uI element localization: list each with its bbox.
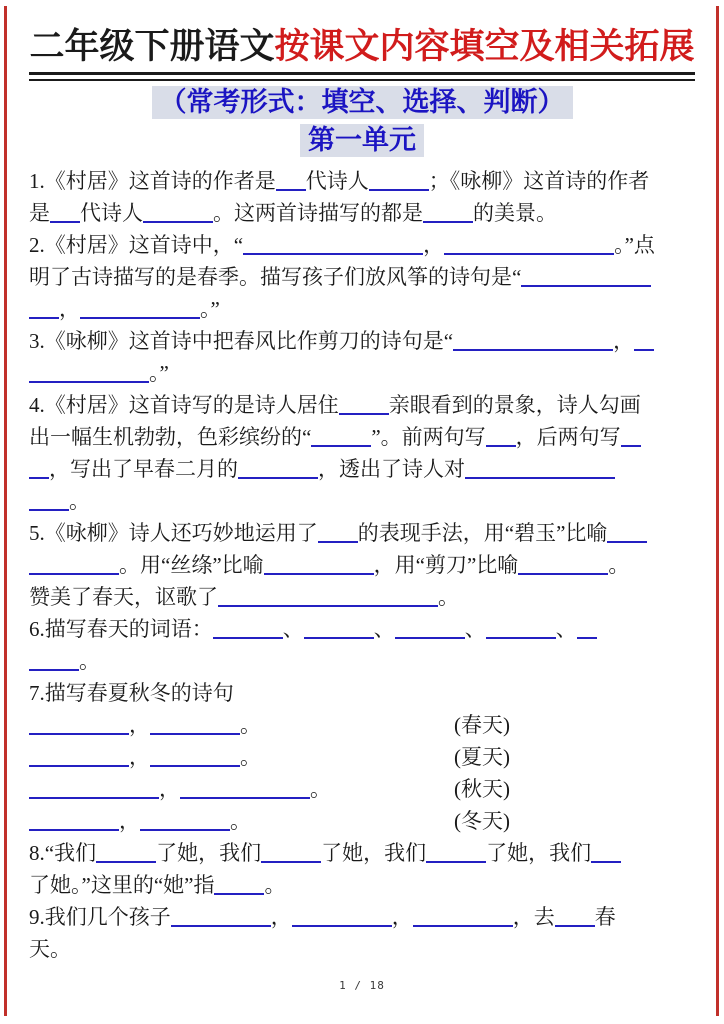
fill-blank: [555, 920, 595, 927]
fill-blank: [213, 632, 283, 639]
question-line: [29, 869, 695, 901]
question-text: 1.《村居》这首诗的作者是: [29, 169, 276, 194]
fill-blank: [518, 568, 608, 575]
question-text: 6.描写春天的词语：: [29, 617, 213, 642]
question-text: 出一幅生机勃勃，色彩缤纷的“: [29, 425, 312, 450]
fill-blank: [453, 344, 613, 351]
question-text: ，: [613, 329, 635, 354]
fill-blank: [80, 312, 200, 319]
question-line: [29, 741, 695, 773]
question-text: 。: [240, 713, 261, 738]
fill-blank: [292, 920, 392, 927]
question-text: ，: [129, 745, 150, 770]
question-line: [29, 325, 695, 357]
question-text: 2.《村居》这首诗中，“: [29, 233, 244, 258]
question-text: ，用“剪刀”比喻: [373, 553, 519, 578]
fill-blank: [311, 440, 371, 447]
question-text: ，: [423, 233, 445, 258]
fill-blank: [29, 312, 59, 319]
fill-blank: [50, 216, 80, 223]
fill-blank: [29, 504, 69, 511]
question-text: 了她，我们: [486, 841, 592, 866]
fill-blank: [486, 632, 556, 639]
question-text: 、: [282, 617, 304, 642]
fill-blank: [218, 600, 438, 607]
fill-blank: [96, 856, 156, 863]
fill-blank: [465, 472, 615, 479]
question-text: 。”: [200, 297, 220, 322]
question-text: 3.《咏柳》这首诗中把春风比作剪刀的诗句是“: [29, 329, 454, 354]
fill-blank: [29, 760, 129, 767]
question-text: 。: [264, 873, 286, 898]
fill-blank: [591, 856, 621, 863]
question-line: [29, 389, 695, 421]
season-label: (秋天): [454, 777, 510, 802]
question-text: 。”点: [614, 233, 655, 258]
fill-blank: [29, 472, 49, 479]
question-text: 。: [230, 809, 251, 834]
fill-blank: [261, 856, 321, 863]
fill-blank: [150, 728, 240, 735]
question-text: 。用“丝绦”比喻: [119, 553, 264, 578]
question-text: 。: [310, 777, 331, 802]
question-text: 。: [240, 745, 261, 770]
page-content: [0, 26, 724, 965]
question-text: 9.我们几个孩子: [29, 905, 171, 930]
fill-blank: [238, 472, 318, 479]
fill-blank: [29, 664, 79, 671]
fill-blank: [339, 408, 389, 415]
fill-blank: [29, 376, 149, 383]
title-course: 二年级下册语文: [29, 27, 275, 66]
question-text: 、: [373, 617, 395, 642]
question-line: [29, 357, 695, 389]
question-text: ，: [59, 297, 80, 322]
season-label: (夏天): [454, 745, 510, 770]
question-text: 春: [594, 905, 616, 930]
question-line: [29, 837, 695, 869]
fill-blank: [621, 440, 641, 447]
fill-blank: [29, 824, 119, 831]
question-text: 、: [555, 617, 577, 642]
question-text: 天。: [29, 937, 71, 962]
season-label: (春天): [454, 713, 510, 738]
question-line: [29, 901, 695, 933]
question-text: ，: [119, 809, 140, 834]
section-title: 第一单元: [300, 124, 424, 157]
fill-blank: [369, 184, 429, 191]
fill-blank: [426, 856, 486, 863]
question-text: 7.描写春夏秋冬的诗句: [29, 681, 234, 706]
question-text: ，: [159, 777, 180, 802]
fill-blank: [214, 888, 264, 895]
question-text: 了她，我们: [321, 841, 427, 866]
fill-blank: [304, 632, 374, 639]
question-text: ，: [129, 713, 150, 738]
fill-blank: [607, 536, 647, 543]
fill-blank: [140, 824, 230, 831]
question-text: 代诗人: [305, 169, 369, 194]
question-text: 。: [69, 489, 90, 514]
question-text: ，写出了早春二月的: [49, 457, 238, 482]
question-text: ，后两句写: [515, 425, 621, 450]
fill-blank: [29, 568, 119, 575]
page-border-right: [716, 6, 719, 1016]
question-line: [29, 517, 695, 549]
question-text: 8.“我们: [29, 841, 97, 866]
questions-area: [29, 165, 695, 965]
question-line: [29, 421, 695, 453]
question-text: 亲眼看到的景象，诗人勾画: [388, 393, 641, 418]
question-text: ；《咏柳》这首诗的作者: [428, 169, 650, 194]
fill-blank: [150, 760, 240, 767]
question-line: [29, 581, 695, 613]
fill-blank: [29, 792, 159, 799]
fill-blank: [486, 440, 516, 447]
question-text: 赞美了春天，讴歌了: [29, 585, 218, 610]
question-text: 。”: [149, 361, 169, 386]
fill-blank: [264, 568, 374, 575]
fill-blank: [243, 248, 423, 255]
fill-blank: [413, 920, 513, 927]
fill-blank: [577, 632, 597, 639]
title-divider: [29, 72, 695, 81]
question-line: [29, 485, 695, 517]
title-topic: 按课文内容填空及相关拓展: [274, 27, 695, 66]
question-text: ，去: [512, 905, 555, 930]
fill-blank: [444, 248, 614, 255]
season-label: (冬天): [454, 809, 510, 834]
question-text: 。: [79, 649, 100, 674]
question-text: 了她。”这里的“她”指: [29, 873, 215, 898]
fill-blank: [276, 184, 306, 191]
fill-blank: [521, 280, 651, 287]
question-line: [29, 805, 695, 837]
question-text: 了她，我们: [156, 841, 262, 866]
question-text: 5.《咏柳》诗人还巧妙地运用了: [29, 521, 318, 546]
fill-blank: [395, 632, 465, 639]
question-line: [29, 933, 695, 965]
fill-blank: [318, 536, 358, 543]
fill-blank: [29, 728, 129, 735]
question-text: 的美景。: [473, 201, 557, 226]
question-text: ，透出了诗人对: [318, 457, 465, 482]
question-text: 代诗人: [80, 201, 143, 226]
question-text: 的表现手法，用“碧玉”比喻: [357, 521, 608, 546]
question-text: 明了古诗描写的是春季。描写孩子们放风筝的诗句是“: [29, 265, 522, 290]
question-text: 是: [29, 201, 50, 226]
fill-blank: [423, 216, 473, 223]
question-text: 。这两首诗描写的都是: [213, 201, 423, 226]
question-text: 。: [438, 585, 459, 610]
page-number: 1 / 18: [339, 979, 385, 993]
question-line: [29, 645, 695, 677]
question-line: [29, 165, 695, 197]
question-line: [29, 677, 695, 709]
question-text: ，: [270, 905, 292, 930]
fill-blank: [143, 216, 213, 223]
question-text: ，: [391, 905, 413, 930]
subtitle-row: [29, 86, 695, 119]
question-line: [29, 293, 695, 325]
question-line: [29, 229, 695, 261]
section-row: [29, 124, 695, 157]
question-line: [29, 453, 695, 485]
question-line: [29, 549, 695, 581]
subtitle: （常考形式：填空、选择、判断）: [152, 86, 573, 119]
question-text: 4.《村居》这首诗写的是诗人居住: [29, 393, 339, 418]
fill-blank: [171, 920, 271, 927]
question-text: 。: [608, 553, 630, 578]
page-border-left: [4, 6, 7, 1016]
fill-blank: [180, 792, 310, 799]
question-line: [29, 709, 695, 741]
question-line: [29, 261, 695, 293]
question-line: [29, 197, 695, 229]
page-title: [29, 26, 695, 68]
question-line: [29, 773, 695, 805]
question-text: ”。前两句写: [371, 425, 486, 450]
question-line: [29, 613, 695, 645]
question-text: 、: [464, 617, 486, 642]
fill-blank: [634, 344, 654, 351]
